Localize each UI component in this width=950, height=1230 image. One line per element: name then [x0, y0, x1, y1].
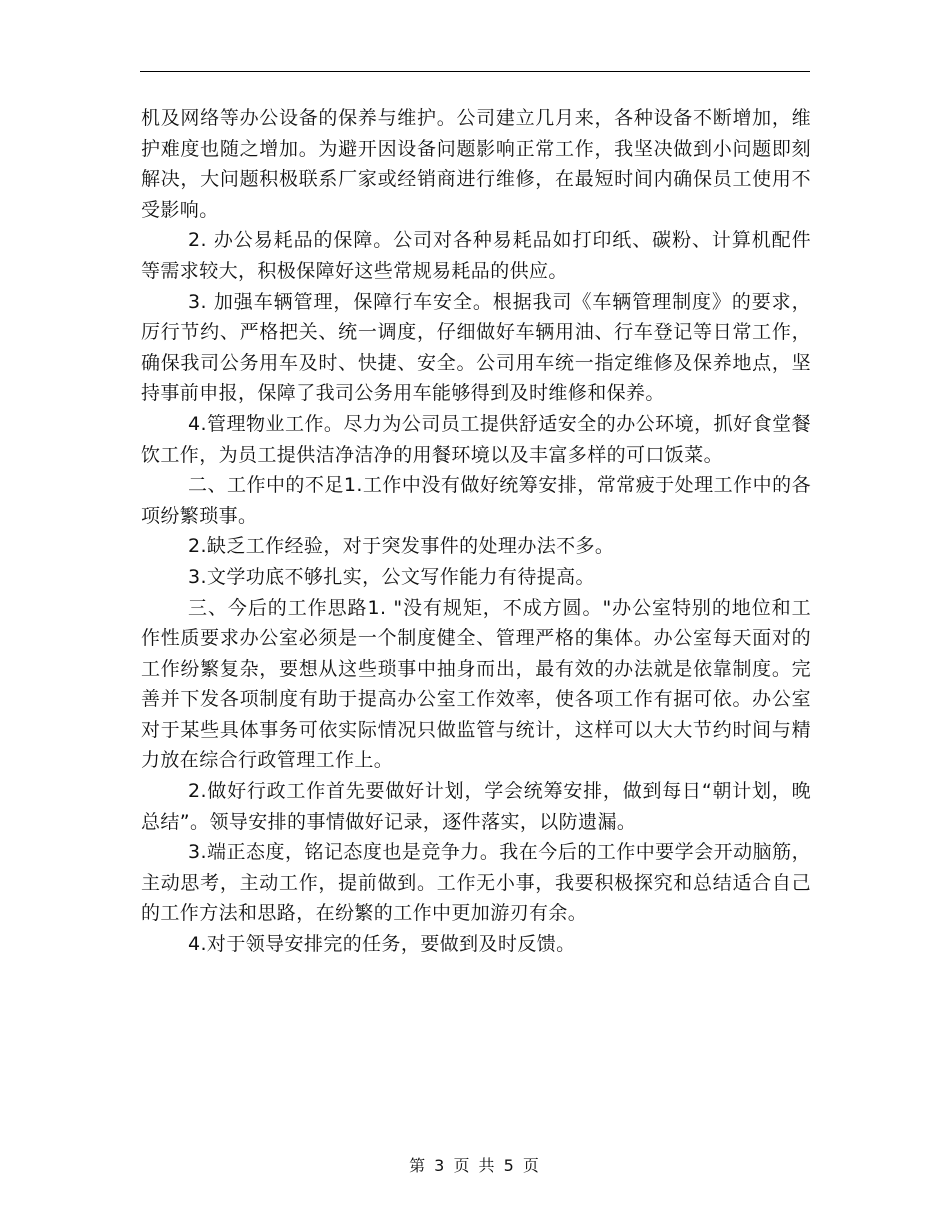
paragraph-1: 机及网络等办公设备的保养与维护。公司建立几月来，各种设备不断增加，维护难度也随之增加。为避开因设备问题影响正常工作，我坚决做到小问题即刻解决，大问题积极联系厂家或经销商进行维修，在最短时间内确保员工使用不受影响。 — [141, 107, 811, 221]
document-body — [141, 103, 811, 960]
paragraph-2: 2. 办公易耗品的保障。公司对各种易耗品如打印纸、碳粉、计算机配件等需求较大，积极保障好这些常规易耗品的供应。 — [141, 229, 811, 282]
header-rule — [140, 71, 810, 72]
paragraph-11: 4.对于领导安排完的任务，要做到及时反馈。 — [188, 933, 576, 956]
paragraph-9: 2.做好行政工作首先要做好计划，学会统筹安排，做到每日“朝计划，晚总结”。领导安排的事情做好记录，逐件落实，以防遗漏。 — [141, 780, 811, 833]
paragraph-4: 4.管理物业工作。尽力为公司员工提供舒适安全的办公环境，抓好食堂餐饮工作，为员工提供洁净洁净的用餐环境以及丰富多样的可口饭菜。 — [141, 412, 811, 466]
page-number-footer: 第 3 页 共 5 页 — [409, 1156, 541, 1175]
paragraph-6: 2.缺乏工作经验，对于突发事件的处理办法不多。 — [188, 535, 615, 558]
paragraph-8: 三、今后的工作思路1. "没有规矩，不成方圆。"办公室特别的地位和工作性质要求办公室必须是一个制度健全、管理严格的集体。办公室每天面对的工作纷繁复杂，要想从这些琐事中抽身而出，最有效的办法就是依靠制度。完善并下发各项制度有助于提高办公室工作效率，使各项工作有据可依。办公室对于某些具体事务可依实际情况只做监管与统计，这样可以大大节约时间与精力放在综合行政管理工作上。 — [141, 596, 811, 772]
paragraph-3: 3. 加强车辆管理，保障行车安全。根据我司《车辆管理制度》的要求，厉行节约、严格把关、统一调度，仔细做好车辆用油、行车登记等日常工作，确保我司公务用车及时、快捷、安全。公司用车统一指定维修及保养地点，坚持事前申报，保障了我司公务用车能够得到及时维修和保养。 — [141, 290, 811, 405]
paragraph-10: 3.端正态度，铭记态度也是竞争力。我在今后的工作中要学会开动脑筋，主动思考，主动工作，提前做到。工作无小事，我要积极探究和总结适合自己的工作方法和思路，在纷繁的工作中更加游刃有余。 — [141, 841, 811, 925]
paragraph-7: 3.文学功底不够扎实，公文写作能力有待提高。 — [188, 565, 595, 588]
paragraph-5: 二、工作中的不足1.工作中没有做好统筹安排，常常疲于处理工作中的各项纷繁琐事。 — [141, 474, 811, 527]
